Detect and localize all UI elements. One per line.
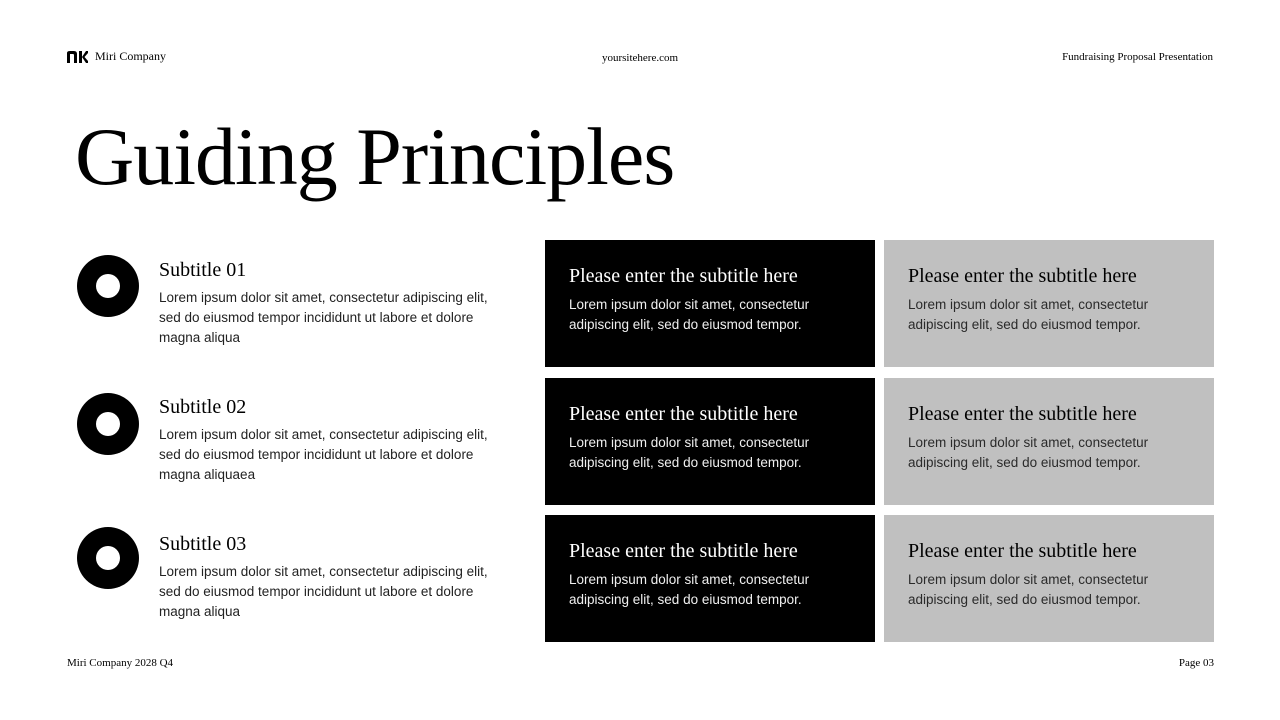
card-title: Please enter the subtitle here [908,403,1137,425]
card-body: Lorem ipsum dolor sit amet, consectetur adipiscing elit, sed do eiusmod tempor. [569,572,810,607]
card-title: Please enter the subtitle here [569,265,798,287]
footer-company-period: Miri Company 2028 Q4 [67,657,174,669]
card-body: Lorem ipsum dolor sit amet, consectetur adipiscing elit, sed do eiusmod tempor. [908,297,1149,332]
card-dark-1 [545,240,875,367]
card-light-3 [884,515,1214,642]
document-title: Fundraising Proposal Presentation [1062,51,1213,63]
ring-icon [77,393,139,455]
page-number: Page 03 [1178,657,1214,669]
brand-name: Miri Company [95,49,166,63]
card-body: Lorem ipsum dolor sit amet, consectetur adipiscing elit, sed do eiusmod tempor. [569,297,810,332]
card-title: Please enter the subtitle here [908,265,1137,287]
ring-icon [77,527,139,589]
card-body: Lorem ipsum dolor sit amet, consectetur adipiscing elit, sed do eiusmod tempor. [569,435,810,470]
card-title: Please enter the subtitle here [569,403,798,425]
item-body: Lorem ipsum dolor sit amet, consectetur adipiscing elit, sed do eiusmod tempor incididunt ut labore et dolore magna aliquaea [159,427,488,482]
card-light-2 [884,378,1214,505]
item-title: Subtitle 02 [159,396,247,418]
card-body: Lorem ipsum dolor sit amet, consectetur adipiscing elit, sed do eiusmod tempor. [908,435,1149,470]
card-dark-3 [545,515,875,642]
card-body: Lorem ipsum dolor sit amet, consectetur adipiscing elit, sed do eiusmod tempor. [908,572,1149,607]
item-body: Lorem ipsum dolor sit amet, consectetur adipiscing elit, sed do eiusmod tempor incididunt ut labore et dolore magna aliqua [159,290,488,345]
card-light-1 [884,240,1214,367]
card-title: Please enter the subtitle here [908,540,1137,562]
item-body: Lorem ipsum dolor sit amet, consectetur adipiscing elit, sed do eiusmod tempor incididunt ut labore et dolore magna aliqua [159,564,488,619]
card-title: Please enter the subtitle here [569,540,798,562]
item-title: Subtitle 01 [159,259,247,281]
site-url: yoursitehere.com [601,52,679,64]
card-dark-2 [545,378,875,505]
ring-icon [77,255,139,317]
page-title: Guiding Principles [75,111,675,202]
item-title: Subtitle 03 [159,533,247,555]
